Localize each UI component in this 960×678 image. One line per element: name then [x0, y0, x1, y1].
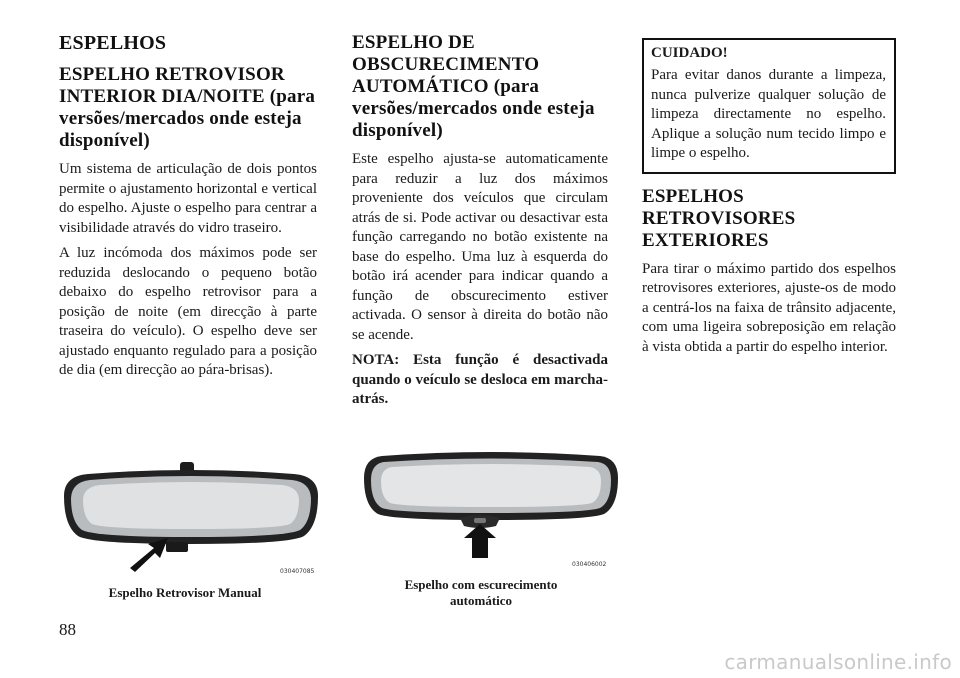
- caption-auto-dimming-mirror: Espelho com escurecimento automático: [404, 577, 558, 608]
- caption-manual-mirror: Espelho Retrovisor Manual: [108, 585, 262, 600]
- column-right: [642, 32, 896, 363]
- caution-box: [642, 38, 896, 174]
- figure-code-1: 030407085: [280, 568, 315, 575]
- auto-dimming-mirror-image: [360, 446, 622, 570]
- note-reverse: NOTA: Esta função é desactivada quando o veículo se desloca em marcha-atrás.: [352, 352, 608, 407]
- paragraph-auto-dimming: Este espelho ajusta-se automaticamente para reduzir a luz dos máximos proveniente dos veículos que circulam atrás de si. Pode activar ou desactivar esta função carregando no botão existente na base do espelho. Uma luz à esquerda do botão irá acender para indicar quando a função de obscurecimento estiver activada. O sensor à direita do botão não se acende.: [352, 151, 608, 343]
- figure-manual-mirror: [60, 458, 322, 578]
- subheading-exterior-mirrors: ESPELHOS RETROVISORES EXTERIORES: [642, 185, 796, 251]
- figure-auto-dimming-mirror: [360, 446, 622, 570]
- paragraph-pivot: Um sistema de articulação de dois pontos permite o ajustamento horizontal e vertical do espelho. Ajuste o espelho para centrar a visibilidade através do vidro traseiro.: [59, 161, 317, 236]
- column-middle: [352, 32, 608, 416]
- paragraph-night-position: A luz incómoda dos máximos pode ser reduzida deslocando o pequeno botão debaixo do espelho retrovisor para a posição de noite (em direcção à parte traseira do veículo). O espelho deve ser ajustado enquanto regulado para a posição de dia (em direcção ao pára-brisas).: [59, 245, 317, 378]
- page-number: 88: [59, 620, 76, 639]
- column-left: [59, 32, 317, 387]
- section-heading-espelhos: ESPELHOS: [59, 32, 167, 54]
- watermark: carmanualsonline.info: [724, 650, 952, 674]
- subheading-interior-mirror: ESPELHO RETROVISOR INTERIOR DIA/NOITE (para versões/mercados onde esteja disponível): [59, 64, 316, 151]
- figure-code-2: 030406002: [572, 561, 607, 568]
- subheading-auto-dimming: ESPELHO DE OBSCURECIMENTO AUTOMÁTICO (para versões/mercados onde esteja disponível): [352, 32, 595, 141]
- caution-text: Para evitar danos durante a limpeza, nunca pulverize qualquer solução de limpeza directamente no espelho. Aplique a solução num tecido limpo e limpe o espelho.: [651, 67, 886, 161]
- manual-mirror-image: [60, 458, 322, 578]
- paragraph-exterior-mirrors: Para tirar o máximo partido dos espelhos retrovisores exteriores, ajuste-os de modo a centrá-los na faixa de trânsito adjacente, com uma ligeira sobreposição em relação à vista obtida a partir do espelho interior.: [642, 260, 896, 355]
- caution-title: CUIDADO!: [651, 45, 728, 61]
